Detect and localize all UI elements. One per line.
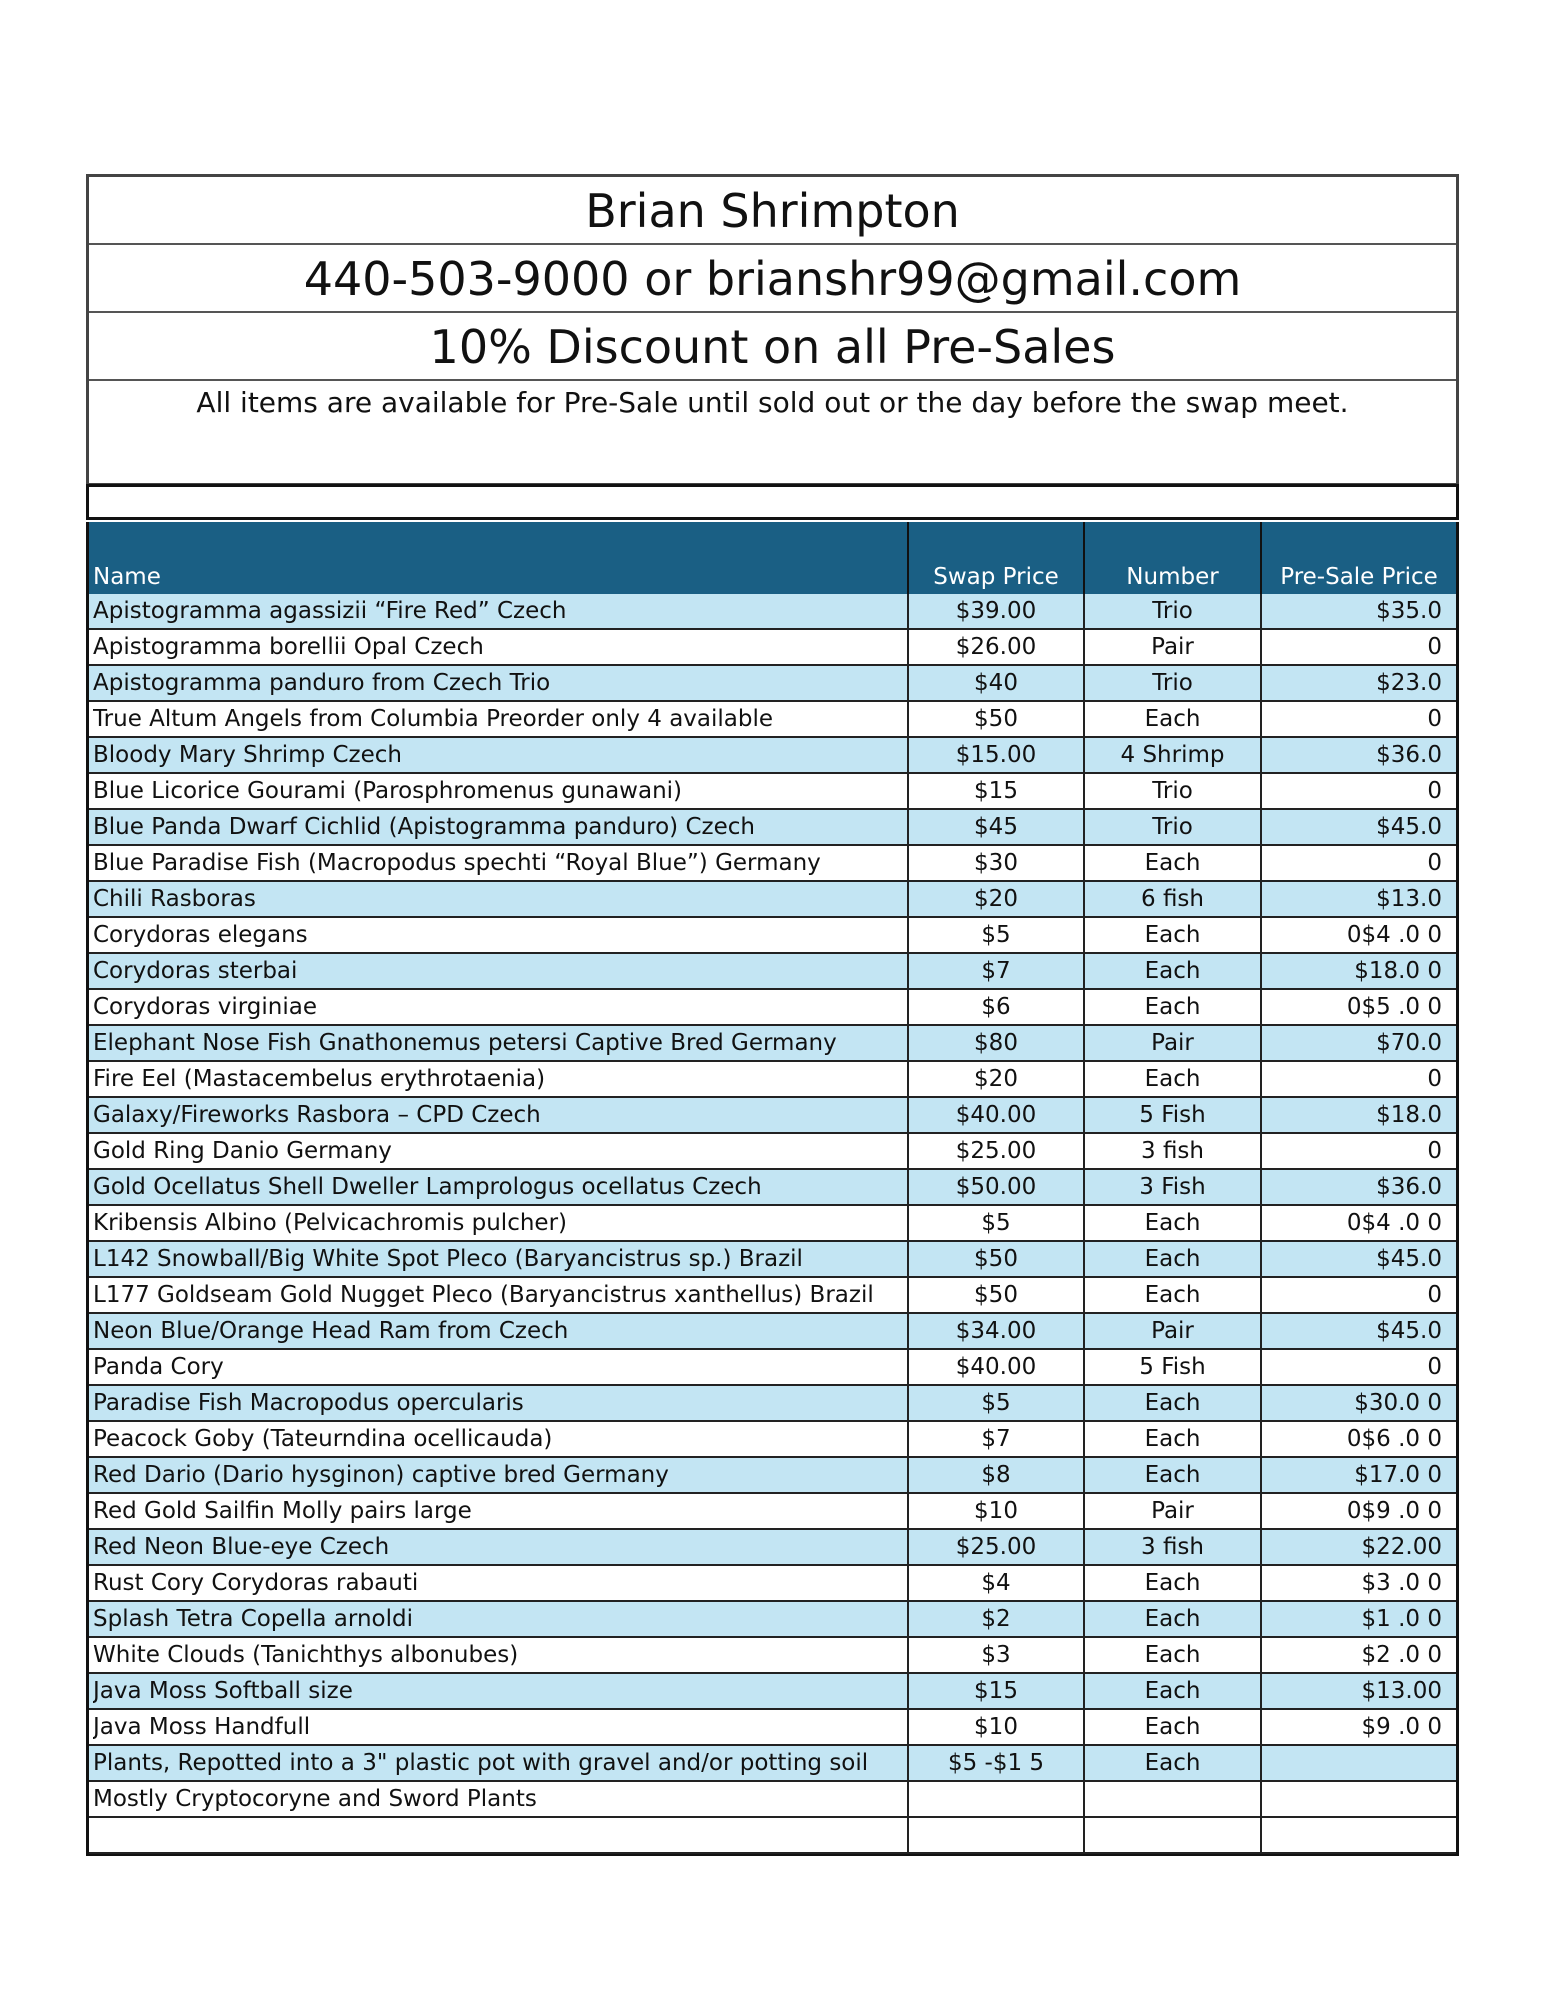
- table-row: [89, 738, 1456, 774]
- cell-name: Red Gold Sailfin Molly pairs large: [93, 1498, 472, 1524]
- cell-swap-price: $15: [907, 1674, 1083, 1708]
- cell-presale-price: $70.0: [1260, 1026, 1456, 1060]
- price-table: [86, 522, 1459, 1856]
- cell-name: Elephant Nose Fish Gnathonemus petersi Captive Bred Germany: [93, 1030, 837, 1056]
- cell-presale-price: $30.0 0: [1260, 1386, 1456, 1420]
- cell-swap-price: $50.00: [907, 1170, 1083, 1204]
- cell-name: Bloody Mary Shrimp Czech: [93, 742, 402, 768]
- column-header-number: [1083, 522, 1260, 594]
- table-row: [89, 1170, 1456, 1206]
- cell-swap-price: $25.00: [907, 1134, 1083, 1168]
- cell-swap-price: $3: [907, 1638, 1083, 1672]
- cell-presale-price: $45.0: [1260, 1314, 1456, 1348]
- cell-swap-price: $30: [907, 846, 1083, 880]
- seller-name: Brian Shrimpton: [585, 184, 960, 238]
- cell-presale-price: $3 .0 0: [1260, 1566, 1456, 1600]
- cell-number: Each: [1083, 1242, 1260, 1276]
- column-header-number-label: Number: [1126, 564, 1219, 590]
- availability-note: All items are available for Pre-Sale until sold out or the day before the swap meet.: [196, 386, 1349, 419]
- table-row: [89, 990, 1456, 1026]
- cell-presale-price: 0: [1260, 1350, 1456, 1384]
- cell-presale-price: 0: [1260, 630, 1456, 664]
- cell-presale-price: 0: [1260, 1278, 1456, 1312]
- cell-number: Each: [1083, 1746, 1260, 1780]
- cell-swap-price: $45: [907, 810, 1083, 844]
- cell-swap-price: $5 -$1 5: [907, 1746, 1083, 1780]
- cell-swap-price: $50: [907, 702, 1083, 736]
- cell-swap-price: $10: [907, 1710, 1083, 1744]
- cell-name: Kribensis Albino (Pelvicachromis pulcher): [93, 1210, 568, 1236]
- table-row: [89, 1386, 1456, 1422]
- cell-presale-price: $45.0: [1260, 1242, 1456, 1276]
- cell-name: Galaxy/Fireworks Rasbora – CPD Czech: [93, 1102, 541, 1128]
- cell-presale-price: [1260, 1746, 1456, 1780]
- table-row: [89, 1710, 1456, 1746]
- table-row: [89, 846, 1456, 882]
- cell-presale-price: $45.0: [1260, 810, 1456, 844]
- cell-name: Gold Ocellatus Shell Dweller Lamprologus ocellatus Czech: [93, 1174, 762, 1200]
- cell-number: Each: [1083, 1062, 1260, 1096]
- note-row: [89, 381, 1456, 485]
- table-row: [89, 1422, 1456, 1458]
- cell-name: Corydoras virginiae: [93, 994, 317, 1020]
- cell-swap-price: $20: [907, 882, 1083, 916]
- cell-name: Peacock Goby (Tateurndina ocellicauda): [93, 1426, 553, 1452]
- cell-presale-price: $23.0: [1260, 666, 1456, 700]
- contact-row: [89, 245, 1456, 313]
- column-header-swap: [907, 522, 1083, 594]
- cell-name: Panda Cory: [93, 1354, 224, 1380]
- cell-name: Paradise Fish Macropodus opercularis: [93, 1390, 524, 1416]
- empty-cell: [1083, 1818, 1260, 1852]
- table-row: [89, 1566, 1456, 1602]
- cell-number: Each: [1083, 1674, 1260, 1708]
- table-row: [89, 954, 1456, 990]
- cell-name: Plants, Repotted into a 3" plastic pot with gravel and/or potting soil: [93, 1750, 869, 1776]
- table-row: [89, 630, 1456, 666]
- empty-cell: [907, 1818, 1083, 1852]
- cell-presale-price: 0: [1260, 774, 1456, 808]
- cell-swap-price: $50: [907, 1242, 1083, 1276]
- cell-number: Trio: [1083, 774, 1260, 808]
- cell-number: Each: [1083, 1458, 1260, 1492]
- cell-number: 4 Shrimp: [1083, 738, 1260, 772]
- cell-swap-price: $6: [907, 990, 1083, 1024]
- table-row: [89, 1026, 1456, 1062]
- cell-number: Each: [1083, 1278, 1260, 1312]
- cell-swap-price: $40: [907, 666, 1083, 700]
- cell-presale-price: 0$4 .0 0: [1260, 1206, 1456, 1240]
- cell-presale-price: [1260, 1782, 1456, 1816]
- table-row: [89, 1746, 1456, 1782]
- column-header-name: [89, 522, 907, 594]
- cell-number: Each: [1083, 846, 1260, 880]
- cell-presale-price: $35.0: [1260, 594, 1456, 628]
- cell-number: 3 Fish: [1083, 1170, 1260, 1204]
- cell-name: L142 Snowball/Big White Spot Pleco (Baryancistrus sp.) Brazil: [93, 1246, 803, 1272]
- cell-number: Pair: [1083, 630, 1260, 664]
- table-row: [89, 1134, 1456, 1170]
- header-box: [86, 174, 1459, 486]
- cell-number: Each: [1083, 1386, 1260, 1420]
- cell-swap-price: $10: [907, 1494, 1083, 1528]
- cell-presale-price: 0$9 .0 0: [1260, 1494, 1456, 1528]
- table-row: [89, 774, 1456, 810]
- cell-name: Splash Tetra Copella arnoldi: [93, 1606, 413, 1632]
- cell-presale-price: 0: [1260, 1062, 1456, 1096]
- cell-name: L177 Goldseam Gold Nugget Pleco (Baryancistrus xanthellus) Brazil: [93, 1282, 874, 1308]
- cell-name: White Clouds (Tanichthys albonubes): [93, 1642, 519, 1668]
- cell-number: Each: [1083, 1710, 1260, 1744]
- cell-name: Neon Blue/Orange Head Ram from Czech: [93, 1318, 569, 1344]
- cell-presale-price: $13.0: [1260, 882, 1456, 916]
- cell-swap-price: $15: [907, 774, 1083, 808]
- cell-swap-price: $7: [907, 954, 1083, 988]
- table-row: [89, 882, 1456, 918]
- cell-name: Apistogramma panduro from Czech Trio: [93, 670, 551, 696]
- cell-swap-price: $25.00: [907, 1530, 1083, 1564]
- cell-number: Each: [1083, 702, 1260, 736]
- cell-name: Mostly Cryptocoryne and Sword Plants: [93, 1786, 537, 1812]
- table-row: [89, 1494, 1456, 1530]
- cell-name: Apistogramma borellii Opal Czech: [93, 634, 484, 660]
- empty-cell: [93, 1818, 907, 1852]
- empty-cell: [1260, 1818, 1456, 1852]
- cell-name: Java Moss Softball size: [93, 1678, 353, 1704]
- cell-swap-price: $40.00: [907, 1098, 1083, 1132]
- cell-swap-price: $2: [907, 1602, 1083, 1636]
- cell-number: 6 fish: [1083, 882, 1260, 916]
- table-row: [89, 666, 1456, 702]
- table-row: [89, 1242, 1456, 1278]
- table-row-empty: [89, 1818, 1456, 1854]
- cell-number: Each: [1083, 1638, 1260, 1672]
- table-row: [89, 702, 1456, 738]
- cell-name: Corydoras sterbai: [93, 958, 298, 984]
- table-row: [89, 1530, 1456, 1566]
- table-row: [89, 1674, 1456, 1710]
- cell-swap-price: $4: [907, 1566, 1083, 1600]
- cell-name: Blue Panda Dwarf Cichlid (Apistogramma panduro) Czech: [93, 814, 755, 840]
- column-header-presale-label: Pre-Sale Price: [1280, 564, 1438, 590]
- table-row: [89, 1062, 1456, 1098]
- cell-presale-price: 0: [1260, 702, 1456, 736]
- table-row: [89, 810, 1456, 846]
- cell-name: Blue Paradise Fish (Macropodus spechti “Royal Blue”) Germany: [93, 850, 821, 876]
- cell-number: Each: [1083, 1206, 1260, 1240]
- cell-swap-price: $40.00: [907, 1350, 1083, 1384]
- cell-number: 5 Fish: [1083, 1350, 1260, 1384]
- table-row: [89, 1206, 1456, 1242]
- cell-name: Red Neon Blue-eye Czech: [93, 1534, 390, 1560]
- cell-number: 3 fish: [1083, 1134, 1260, 1168]
- table-row: [89, 1638, 1456, 1674]
- cell-name: Java Moss Handfull: [93, 1714, 311, 1740]
- cell-swap-price: [907, 1782, 1083, 1816]
- cell-number: Pair: [1083, 1026, 1260, 1060]
- column-header-presale: [1260, 522, 1456, 594]
- cell-presale-price: 0$5 .0 0: [1260, 990, 1456, 1024]
- cell-presale-price: $1 .0 0: [1260, 1602, 1456, 1636]
- cell-presale-price: $13.00: [1260, 1674, 1456, 1708]
- cell-name: Chili Rasboras: [93, 886, 256, 912]
- cell-number: Each: [1083, 1602, 1260, 1636]
- cell-swap-price: $5: [907, 1206, 1083, 1240]
- cell-swap-price: $26.00: [907, 630, 1083, 664]
- cell-presale-price: $36.0: [1260, 738, 1456, 772]
- cell-number: [1083, 1782, 1260, 1816]
- cell-name: Fire Eel (Mastacembelus erythrotaenia): [93, 1066, 546, 1092]
- cell-number: Trio: [1083, 594, 1260, 628]
- cell-presale-price: 0: [1260, 1134, 1456, 1168]
- cell-number: Pair: [1083, 1314, 1260, 1348]
- cell-number: Each: [1083, 918, 1260, 952]
- cell-swap-price: $5: [907, 1386, 1083, 1420]
- seller-name-row: [89, 177, 1456, 245]
- cell-name: Rust Cory Corydoras rabauti: [93, 1570, 419, 1596]
- cell-swap-price: $50: [907, 1278, 1083, 1312]
- cell-swap-price: $20: [907, 1062, 1083, 1096]
- column-header-name-label: Name: [93, 564, 161, 590]
- cell-presale-price: $17.0 0: [1260, 1458, 1456, 1492]
- cell-swap-price: $5: [907, 918, 1083, 952]
- table-row: [89, 1278, 1456, 1314]
- cell-number: Each: [1083, 1566, 1260, 1600]
- cell-presale-price: $18.0: [1260, 1098, 1456, 1132]
- table-row: [89, 594, 1456, 630]
- table-row: [89, 1314, 1456, 1350]
- cell-swap-price: $7: [907, 1422, 1083, 1456]
- cell-number: Pair: [1083, 1494, 1260, 1528]
- table-row: [89, 918, 1456, 954]
- spacer-row: [86, 484, 1459, 520]
- cell-number: Each: [1083, 1422, 1260, 1456]
- table-row: [89, 1350, 1456, 1386]
- contact-info: 440-503-9000 or brianshr99@gmail.com: [303, 252, 1242, 306]
- cell-swap-price: $80: [907, 1026, 1083, 1060]
- cell-name: Gold Ring Danio Germany: [93, 1138, 392, 1164]
- cell-number: Trio: [1083, 810, 1260, 844]
- cell-presale-price: 0$4 .0 0: [1260, 918, 1456, 952]
- column-header-swap-label: Swap Price: [933, 564, 1059, 590]
- cell-number: Trio: [1083, 666, 1260, 700]
- cell-presale-price: $36.0: [1260, 1170, 1456, 1204]
- cell-swap-price: $15.00: [907, 738, 1083, 772]
- table-row: [89, 1602, 1456, 1638]
- cell-number: 5 Fish: [1083, 1098, 1260, 1132]
- cell-number: 3 fish: [1083, 1530, 1260, 1564]
- cell-name: Apistogramma agassizii “Fire Red” Czech: [93, 598, 567, 624]
- cell-name: Red Dario (Dario hysginon) captive bred Germany: [93, 1462, 669, 1488]
- cell-presale-price: $9 .0 0: [1260, 1710, 1456, 1744]
- table-row: [89, 1782, 1456, 1818]
- cell-presale-price: $18.0 0: [1260, 954, 1456, 988]
- cell-number: Each: [1083, 954, 1260, 988]
- cell-presale-price: 0$6 .0 0: [1260, 1422, 1456, 1456]
- cell-presale-price: $22.00: [1260, 1530, 1456, 1564]
- cell-number: Each: [1083, 990, 1260, 1024]
- cell-name: True Altum Angels from Columbia Preorder only 4 available: [93, 706, 774, 732]
- cell-swap-price: $39.00: [907, 594, 1083, 628]
- cell-name: Blue Licorice Gourami (Parosphromenus gunawani): [93, 778, 683, 804]
- discount-row: [89, 313, 1456, 381]
- cell-swap-price: $34.00: [907, 1314, 1083, 1348]
- table-row: [89, 1458, 1456, 1494]
- discount-text: 10% Discount on all Pre-Sales: [429, 320, 1116, 374]
- table-row: [89, 1098, 1456, 1134]
- cell-presale-price: $2 .0 0: [1260, 1638, 1456, 1672]
- cell-name: Corydoras elegans: [93, 922, 308, 948]
- cell-presale-price: 0: [1260, 846, 1456, 880]
- cell-swap-price: $8: [907, 1458, 1083, 1492]
